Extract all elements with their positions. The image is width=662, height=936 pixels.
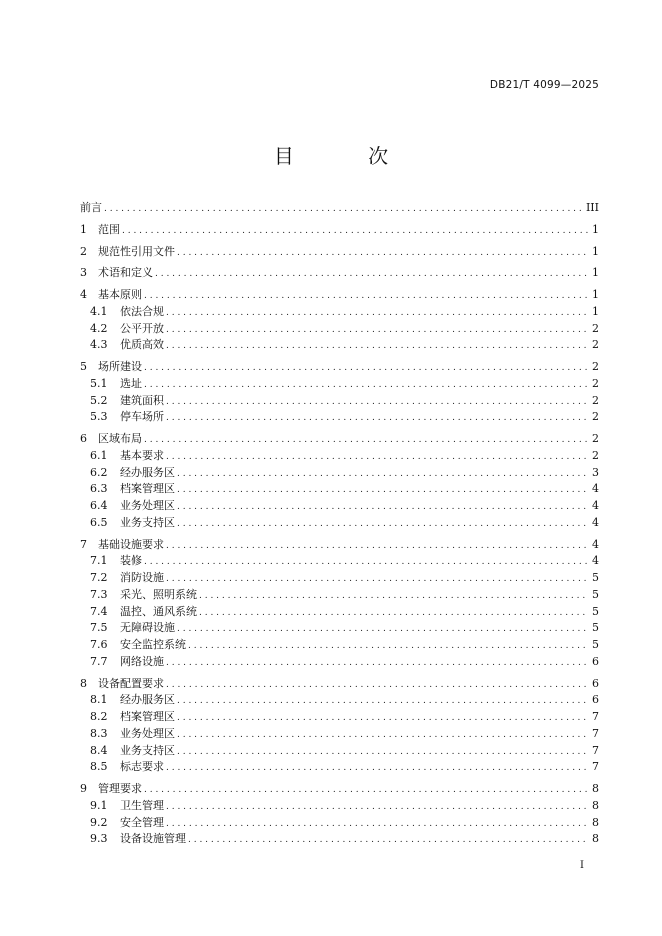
toc-entry-title: 规范性引用文件 (98, 244, 175, 258)
toc-entry-title: 基本原则 (98, 288, 142, 301)
toc-entry-number: 7 (80, 537, 87, 551)
toc-entry-page: 1 (592, 304, 599, 318)
toc-entry-title: 消防设施 (120, 571, 164, 584)
toc-dot-leader (177, 466, 589, 483)
toc-dot-leader (166, 338, 589, 355)
toc-entry[interactable] (80, 431, 599, 448)
toc-entry-title: 前言 (80, 201, 102, 214)
table-of-contents (80, 200, 599, 848)
toc-entry-title: 经办服务区 (120, 465, 175, 479)
toc-entry[interactable] (80, 359, 599, 376)
toc-entry-number: 7.2 (90, 571, 108, 584)
toc-dot-leader (104, 201, 583, 218)
toc-dot-leader (166, 816, 589, 833)
toc-entry-title: 公平开放 (120, 321, 164, 335)
toc-entry-title: 选址 (120, 376, 142, 390)
toc-entry[interactable] (80, 637, 599, 654)
toc-entry-title: 设备配置要求 (98, 676, 164, 690)
toc-entry[interactable] (80, 465, 599, 482)
toc-entry-number: 4 (80, 288, 87, 301)
toc-entry[interactable] (80, 244, 599, 261)
toc-dot-leader (177, 499, 589, 516)
toc-dot-leader (122, 223, 589, 240)
toc-entry-number: 5.1 (90, 376, 108, 390)
toc-entry[interactable] (80, 537, 599, 554)
toc-entry[interactable] (80, 831, 599, 848)
toc-entry-page: 8 (592, 798, 599, 812)
toc-entry-number: 7.3 (90, 587, 108, 601)
toc-entry[interactable] (80, 376, 599, 393)
toc-dot-leader (166, 655, 589, 672)
toc-entry-title: 温控、通风系统 (120, 604, 197, 618)
toc-entry[interactable] (80, 709, 599, 726)
toc-entry-number: 4.2 (90, 321, 108, 335)
toc-entry-number: 6 (80, 432, 87, 445)
toc-entry-number: 6.2 (90, 465, 108, 479)
toc-entry-page: 2 (592, 338, 599, 352)
toc-entry-number: 7.1 (90, 554, 108, 568)
toc-entry-page: 6 (592, 693, 599, 707)
toc-entry-title: 术语和定义 (98, 266, 153, 280)
toc-entry[interactable] (80, 553, 599, 570)
toc-dot-leader (177, 516, 589, 533)
toc-entry[interactable] (80, 200, 599, 217)
toc-dot-leader (166, 571, 589, 588)
document-code: DB21/T 4099—2025 (489, 79, 599, 91)
toc-entry-title: 安全监控系统 (120, 638, 186, 651)
toc-dot-leader (177, 727, 589, 744)
toc-entry[interactable] (80, 798, 599, 815)
toc-entry-title: 区域布局 (98, 432, 142, 445)
toc-dot-leader (177, 482, 589, 499)
toc-dot-leader (188, 832, 589, 849)
toc-entry-page: 4 (592, 537, 599, 551)
toc-entry-title: 无障碍设施 (120, 621, 175, 635)
toc-entry-number: 5.2 (90, 393, 108, 407)
toc-dot-leader (199, 588, 589, 605)
toc-entry[interactable] (80, 781, 599, 798)
toc-entry-page: 8 (592, 832, 599, 846)
toc-dot-leader (166, 677, 589, 694)
toc-dot-leader (144, 432, 589, 449)
toc-entry-number: 7.6 (90, 638, 108, 651)
toc-entry-page: 2 (592, 376, 599, 390)
toc-dot-leader (144, 377, 589, 394)
toc-entry[interactable] (80, 287, 599, 304)
toc-dot-leader (177, 621, 589, 638)
toc-entry-title: 管理要求 (98, 782, 142, 795)
toc-entry-title: 网络设施 (120, 654, 164, 668)
toc-entry[interactable] (80, 393, 599, 410)
toc-entry[interactable] (80, 265, 599, 282)
toc-entry-page: 5 (592, 604, 599, 618)
toc-entry-page: 7 (592, 743, 599, 757)
toc-dot-leader (177, 693, 589, 710)
toc-dot-leader (166, 410, 589, 427)
toc-entry-title: 范围 (98, 222, 120, 236)
toc-entry-page: 4 (592, 515, 599, 529)
toc-entry-number: 6.3 (90, 482, 108, 496)
page-number: I (580, 860, 584, 871)
toc-entry[interactable] (80, 815, 599, 832)
toc-entry[interactable] (80, 676, 599, 693)
toc-entry-title: 优质高效 (120, 338, 164, 352)
toc-entry[interactable] (80, 620, 599, 637)
toc-dot-leader (177, 710, 589, 727)
toc-entry-page: 6 (592, 654, 599, 668)
toc-entry[interactable] (80, 409, 599, 426)
toc-entry-number: 9.1 (90, 798, 108, 812)
toc-entry-page: 2 (592, 448, 599, 462)
toc-entry-number: 8.5 (90, 760, 108, 774)
toc-dot-leader (177, 245, 589, 262)
toc-dot-leader (188, 638, 589, 655)
toc-entry[interactable] (80, 587, 599, 604)
toc-entry-page: 6 (592, 676, 599, 690)
toc-entry-page: 1 (592, 222, 599, 236)
toc-entry-page: 2 (592, 393, 599, 407)
toc-entry-page: 4 (592, 482, 599, 496)
toc-entry-number: 7.4 (90, 604, 108, 618)
toc-entry[interactable] (80, 321, 599, 338)
toc-entry-title: 业务支持区 (120, 743, 175, 757)
toc-dot-leader (144, 554, 589, 571)
toc-entry-page: 1 (592, 244, 599, 258)
toc-entry[interactable] (80, 726, 599, 743)
toc-entry-title: 业务支持区 (120, 515, 175, 529)
toc-entry-title: 基础设施要求 (98, 537, 164, 551)
toc-entry[interactable] (80, 515, 599, 532)
toc-entry-title: 装修 (120, 554, 142, 568)
toc-entry-page: 5 (592, 621, 599, 635)
toc-entry[interactable] (80, 604, 599, 621)
toc-entry-page: III (585, 201, 599, 214)
toc-entry-page: 2 (592, 432, 599, 445)
toc-entry-number: 7.7 (90, 654, 108, 668)
toc-entry-number: 8.2 (90, 710, 108, 723)
toc-entry-page: 1 (592, 288, 599, 301)
toc-entry[interactable] (80, 759, 599, 776)
toc-entry-page: 7 (592, 760, 599, 774)
toc-entry-number: 6.1 (90, 448, 108, 462)
toc-entry-title: 安全管理 (120, 815, 164, 829)
toc-entry-page: 2 (592, 360, 599, 373)
toc-dot-leader (166, 394, 589, 411)
toc-entry-title: 建筑面积 (120, 393, 164, 407)
toc-dot-leader (166, 449, 589, 466)
toc-entry-page: 1 (592, 266, 599, 280)
toc-dot-leader (144, 360, 589, 377)
toc-entry[interactable] (80, 692, 599, 709)
toc-entry-title: 依法合规 (120, 304, 164, 318)
toc-entry-page: 4 (592, 554, 599, 568)
toc-entry[interactable] (80, 743, 599, 760)
toc-dot-leader (166, 305, 589, 322)
toc-entry[interactable] (80, 498, 599, 515)
toc-entry-page: 7 (592, 726, 599, 740)
toc-entry-title: 经办服务区 (120, 693, 175, 707)
toc-entry-number: 2 (80, 244, 87, 258)
toc-entry-number: 9.2 (90, 815, 108, 829)
toc-entry-page: 8 (592, 815, 599, 829)
toc-entry[interactable] (80, 222, 599, 239)
toc-entry-number: 1 (80, 222, 87, 236)
toc-dot-leader (166, 760, 589, 777)
toc-entry[interactable] (80, 337, 599, 354)
toc-entry-number: 9 (80, 782, 87, 795)
toc-entry[interactable] (80, 448, 599, 465)
toc-entry-number: 8 (80, 676, 87, 690)
toc-dot-leader (144, 288, 589, 305)
toc-entry-number: 4.3 (90, 338, 108, 352)
toc-entry-title: 档案管理区 (120, 710, 175, 723)
toc-dot-leader (166, 322, 589, 339)
toc-entry-title: 基本要求 (120, 448, 164, 462)
toc-entry[interactable] (80, 654, 599, 671)
toc-entry-number: 6.4 (90, 499, 108, 512)
toc-entry-number: 9.3 (90, 832, 108, 846)
toc-dot-leader (199, 605, 589, 622)
toc-dot-leader (166, 538, 589, 555)
toc-entry-title: 采光、照明系统 (120, 587, 197, 601)
toc-entry-number: 6.5 (90, 515, 108, 529)
toc-entry-page: 8 (592, 782, 599, 795)
toc-entry-number: 8.4 (90, 743, 108, 757)
toc-entry-title: 档案管理区 (120, 482, 175, 496)
toc-entry-page: 7 (592, 710, 599, 723)
toc-entry[interactable] (80, 481, 599, 498)
page-title: 目 次 (273, 144, 423, 168)
toc-entry-number: 5 (80, 360, 87, 373)
toc-entry-number: 8.3 (90, 726, 108, 740)
toc-entry-number: 8.1 (90, 693, 108, 707)
toc-entry-number: 4.1 (90, 304, 108, 318)
toc-entry-page: 5 (592, 571, 599, 584)
toc-entry-title: 标志要求 (120, 760, 164, 774)
toc-entry-number: 7.5 (90, 621, 108, 635)
toc-entry[interactable] (80, 570, 599, 587)
toc-entry-page: 5 (592, 638, 599, 651)
toc-entry-title: 停车场所 (120, 410, 164, 424)
toc-entry-page: 2 (592, 410, 599, 424)
toc-entry-title: 业务处理区 (120, 499, 175, 512)
toc-entry[interactable] (80, 304, 599, 321)
toc-entry-title: 场所建设 (98, 360, 142, 373)
toc-entry-page: 5 (592, 587, 599, 601)
toc-entry-title: 业务处理区 (120, 726, 175, 740)
toc-dot-leader (144, 782, 589, 799)
toc-dot-leader (155, 266, 589, 283)
toc-entry-title: 卫生管理 (120, 798, 164, 812)
toc-entry-title: 设备设施管理 (120, 832, 186, 846)
toc-dot-leader (166, 799, 589, 816)
toc-entry-page: 3 (592, 465, 599, 479)
toc-entry-number: 3 (80, 266, 87, 280)
toc-entry-number: 5.3 (90, 410, 108, 424)
toc-dot-leader (177, 744, 589, 761)
toc-entry-page: 2 (592, 321, 599, 335)
toc-entry-page: 4 (592, 499, 599, 512)
